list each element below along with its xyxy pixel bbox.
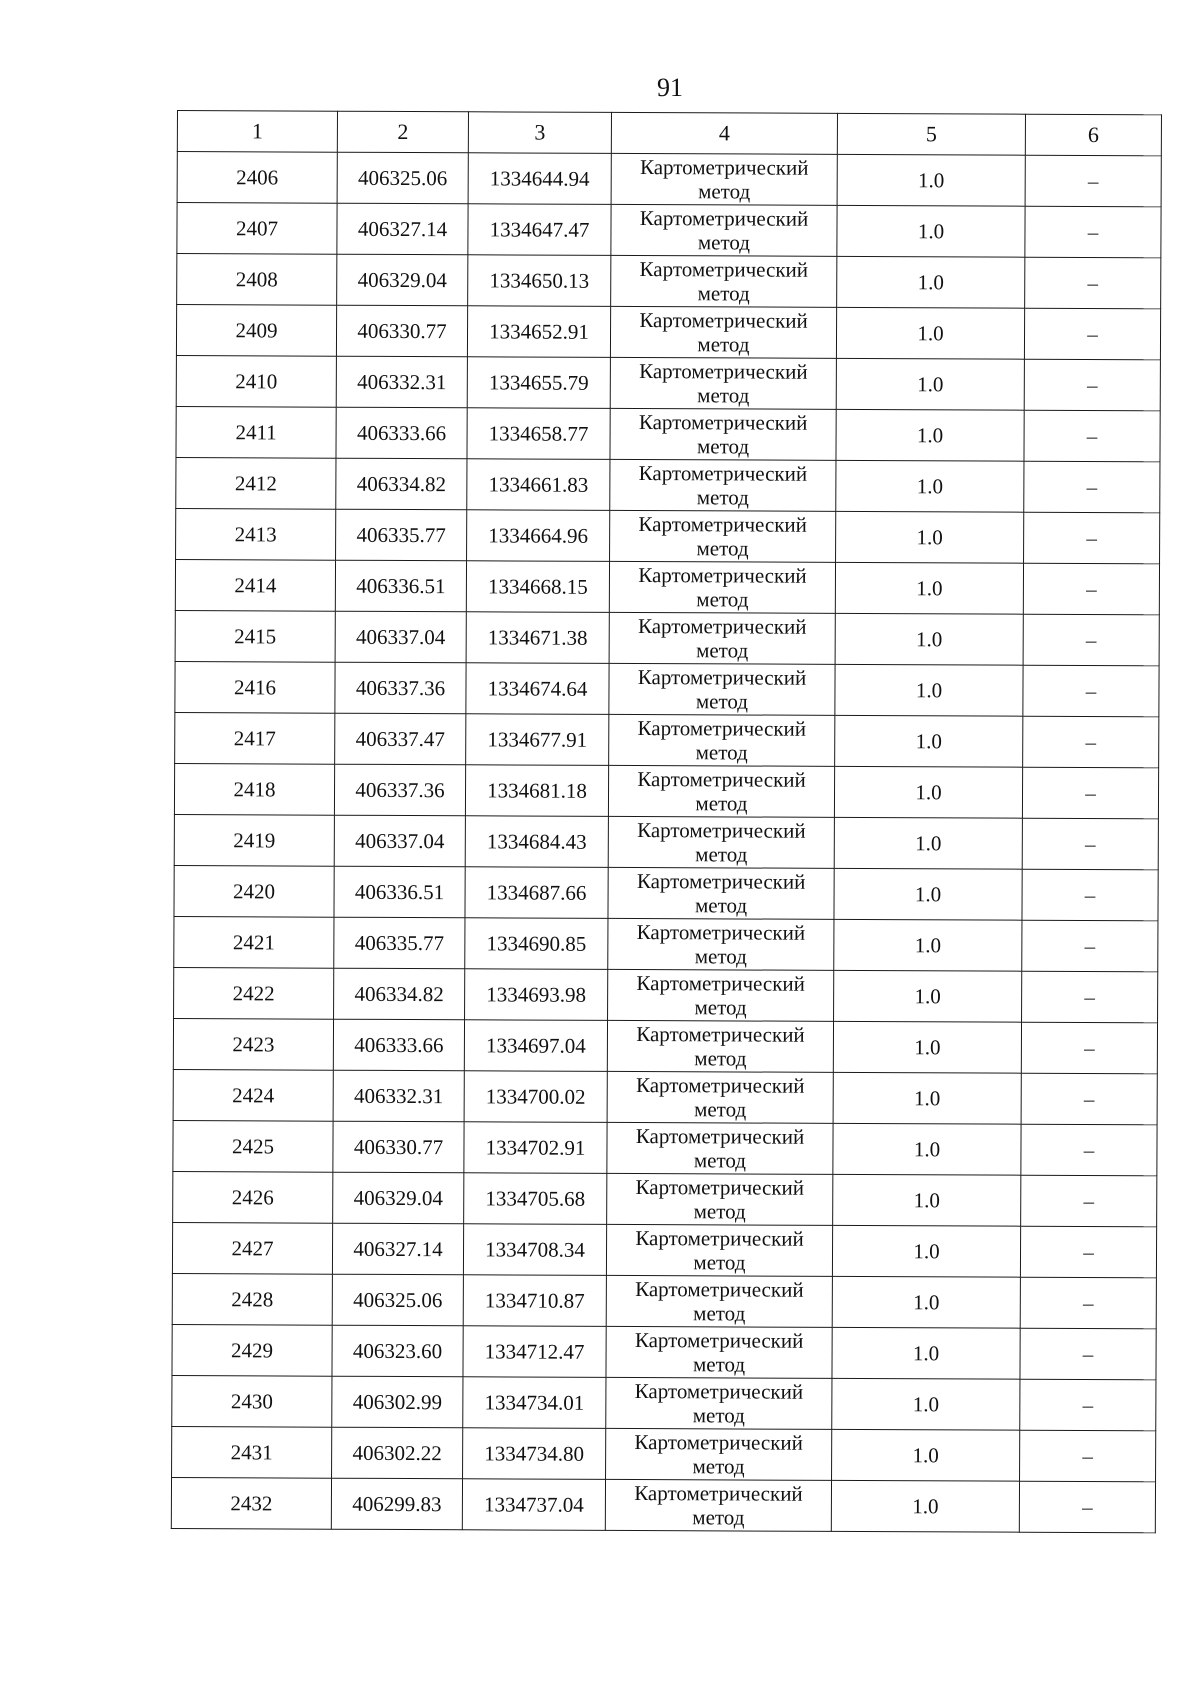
accuracy-cell: 1.0 [834,817,1022,869]
method-cell [608,969,834,1021]
coordinates-table [171,110,1162,1533]
method-line-1: Картометрический [639,155,809,180]
method-line-2: метод [693,1148,747,1173]
accuracy-cell: 1.0 [836,511,1024,563]
method-line-2: метод [696,485,749,510]
y-coordinate-cell: 1334712.47 [463,1326,606,1378]
table-row [173,1120,1157,1175]
table-row [173,1018,1157,1073]
method-line-2: метод [692,1505,745,1530]
accuracy-cell: 1.0 [837,256,1025,308]
point-number-cell: 2414 [175,559,335,611]
method-line-1: Картометрический [635,1073,805,1098]
table-row [177,254,1161,309]
note-cell: – [1023,614,1159,666]
method-line-2: метод [694,944,747,969]
method-line-2: метод [692,1403,745,1428]
note-cell: – [1019,1481,1155,1533]
x-coordinate-cell: 406327.14 [337,203,468,255]
note-cell: – [1020,1277,1156,1329]
note-cell: – [1021,1073,1157,1125]
y-coordinate-cell: 1334668.15 [466,561,609,613]
x-coordinate-cell: 406333.66 [333,1019,464,1071]
method-line-1: Картометрический [637,818,806,843]
accuracy-cell: 1.0 [832,1327,1020,1379]
method-cell [608,765,834,817]
note-cell: – [1025,257,1161,309]
point-number-cell: 2412 [176,457,336,509]
note-cell: – [1022,767,1158,819]
point-number-cell: 2432 [171,1477,331,1529]
accuracy-cell: 1.0 [832,1225,1020,1277]
method-cell [606,1326,832,1378]
note-cell: – [1023,665,1159,717]
point-number-cell: 2422 [174,967,334,1019]
y-coordinate-cell: 1334671.38 [466,612,609,664]
x-coordinate-cell: 406336.51 [334,866,465,918]
accuracy-cell: 1.0 [833,1123,1021,1175]
x-coordinate-cell: 406330.77 [333,1121,464,1173]
y-coordinate-cell: 1334684.43 [465,816,608,868]
accuracy-cell: 1.0 [837,205,1025,257]
y-coordinate-cell: 1334693.98 [465,969,608,1021]
method-line-2: метод [697,230,751,255]
header-col-2: 2 [337,111,468,153]
y-coordinate-cell: 1334655.79 [467,357,610,409]
method-line-2: метод [696,587,749,612]
method-line-2: метод [695,740,748,765]
method-line-2: метод [693,1301,746,1326]
x-coordinate-cell: 406335.77 [334,917,465,969]
method-line-1: Картометрический [639,206,809,231]
point-number-cell: 2429 [172,1324,332,1376]
table-row [172,1375,1156,1430]
y-coordinate-cell: 1334690.85 [465,918,608,970]
y-coordinate-cell: 1334734.80 [463,1428,606,1480]
method-line-2: метод [696,536,749,561]
point-number-cell: 2431 [172,1426,332,1478]
accuracy-cell: 1.0 [836,358,1024,410]
y-coordinate-cell: 1334737.04 [462,1479,605,1531]
point-number-cell: 2406 [177,152,337,204]
point-number-cell: 2419 [174,814,334,866]
point-number-cell: 2409 [176,305,336,357]
note-cell: – [1022,869,1158,921]
method-line-2: метод [695,689,749,714]
x-coordinate-cell: 406337.36 [334,764,465,816]
point-number-cell: 2418 [174,763,334,815]
x-coordinate-cell: 406330.77 [336,305,467,357]
method-cell [609,714,835,766]
method-line-1: Картометрический [634,1379,804,1404]
method-line-1: Картометрический [635,1277,804,1302]
method-cell [609,561,835,613]
method-line-2: метод [696,434,750,459]
x-coordinate-cell: 406332.31 [333,1070,464,1122]
note-cell: – [1025,155,1161,207]
note-cell: – [1025,206,1161,258]
note-cell: – [1024,461,1160,513]
method-cell [609,612,835,664]
table-row [174,814,1158,869]
method-line-2: метод [696,638,749,663]
table-row [171,1477,1155,1532]
note-cell: – [1020,1328,1156,1380]
header-col-3: 3 [468,112,611,154]
point-number-cell: 2425 [173,1120,333,1172]
note-cell: – [1021,1124,1157,1176]
method-cell [610,510,836,562]
method-cell [609,663,835,715]
x-coordinate-cell: 406337.47 [335,713,466,765]
method-cell [608,816,834,868]
point-number-cell: 2427 [172,1222,332,1274]
method-line-1: Картометрический [639,359,808,384]
point-number-cell: 2413 [176,508,336,560]
method-cell [607,1071,833,1123]
method-line-1: Картометрический [639,257,809,282]
table-row [176,508,1160,563]
x-coordinate-cell: 406325.06 [332,1274,463,1326]
note-cell: – [1024,308,1160,360]
x-coordinate-cell: 406327.14 [332,1223,463,1275]
table-row [176,457,1160,512]
table-row [174,763,1158,818]
method-cell [611,153,837,205]
x-coordinate-cell: 406337.04 [335,611,466,663]
x-coordinate-cell: 406302.99 [332,1376,463,1428]
method-line-1: Картометрический [634,1430,803,1455]
x-coordinate-cell: 406337.36 [335,662,466,714]
header-col-6: 6 [1025,114,1161,156]
method-line-2: метод [692,1454,745,1479]
y-coordinate-cell: 1334647.47 [468,204,611,256]
table-header-row [177,111,1161,156]
table-row [176,355,1160,410]
method-line-2: метод [692,1352,746,1377]
accuracy-cell: 1.0 [834,919,1022,971]
note-cell: – [1024,512,1160,564]
method-line-1: Картометрический [637,767,806,792]
accuracy-cell: 1.0 [837,154,1025,206]
note-cell: – [1021,1022,1157,1074]
method-line-2: метод [698,179,751,204]
point-number-cell: 2407 [177,203,337,255]
y-coordinate-cell: 1334658.77 [467,408,610,460]
accuracy-cell: 1.0 [835,613,1023,665]
x-coordinate-cell: 406302.22 [332,1427,463,1479]
method-cell [605,1479,831,1531]
method-line-2: метод [697,281,750,306]
note-cell: – [1024,410,1160,462]
table-row [172,1426,1156,1481]
x-coordinate-cell: 406323.60 [332,1325,463,1377]
table-row [174,967,1158,1022]
y-coordinate-cell: 1334652.91 [467,306,610,358]
x-coordinate-cell: 406335.77 [336,509,467,561]
method-line-1: Картометрический [637,665,807,690]
point-number-cell: 2416 [175,661,335,713]
point-number-cell: 2408 [177,254,337,306]
note-cell: – [1022,818,1158,870]
x-coordinate-cell: 406299.83 [331,1478,462,1530]
x-coordinate-cell: 406334.82 [336,458,467,510]
method-line-1: Картометрический [635,1226,804,1251]
table-row [172,1324,1156,1379]
y-coordinate-cell: 1334705.68 [464,1173,607,1225]
y-coordinate-cell: 1334697.04 [464,1020,607,1072]
method-line-2: метод [694,893,748,918]
method-cell [607,1173,833,1225]
point-number-cell: 2421 [174,916,334,968]
point-number-cell: 2420 [174,865,334,917]
accuracy-cell: 1.0 [833,1174,1021,1226]
note-cell: – [1020,1226,1156,1278]
method-cell [606,1224,832,1276]
method-cell [606,1377,832,1429]
accuracy-cell: 1.0 [834,970,1022,1022]
method-line-2: метод [695,842,748,867]
note-cell: – [1023,563,1159,615]
accuracy-cell: 1.0 [832,1429,1020,1481]
accuracy-cell: 1.0 [836,409,1024,461]
note-cell: – [1020,1379,1156,1431]
y-coordinate-cell: 1334661.83 [467,459,610,511]
point-number-cell: 2411 [176,406,336,458]
table-row [175,559,1159,614]
y-coordinate-cell: 1334681.18 [465,765,608,817]
accuracy-cell: 1.0 [836,460,1024,512]
method-line-1: Картометрический [637,614,807,639]
table-row [174,916,1158,971]
y-coordinate-cell: 1334677.91 [466,714,609,766]
header-col-4: 4 [611,112,837,154]
method-line-1: Картометрический [636,1022,805,1047]
y-coordinate-cell: 1334710.87 [463,1275,606,1327]
method-line-2: метод [697,383,750,408]
y-coordinate-cell: 1334734.01 [463,1377,606,1429]
y-coordinate-cell: 1334664.96 [467,510,610,562]
table-row [175,610,1159,665]
method-line-2: метод [697,332,750,357]
accuracy-cell: 1.0 [835,715,1023,767]
method-cell [607,1020,833,1072]
table-row [176,305,1160,360]
accuracy-cell: 1.0 [833,1072,1021,1124]
point-number-cell: 2424 [173,1069,333,1121]
header-col-5: 5 [837,113,1025,155]
note-cell: – [1024,359,1160,411]
x-coordinate-cell: 406333.66 [336,407,467,459]
table-row [175,661,1159,716]
point-number-cell: 2415 [175,610,335,662]
x-coordinate-cell: 406325.06 [337,152,468,204]
table-row [173,1069,1157,1124]
method-line-1: Картометрический [636,971,805,996]
page-number: 91 [657,73,683,102]
accuracy-cell: 1.0 [835,664,1023,716]
method-cell [611,255,837,307]
table-body [171,152,1161,1533]
table-row [177,152,1161,207]
point-number-cell: 2426 [173,1171,333,1223]
y-coordinate-cell: 1334687.66 [465,867,608,919]
header-col-1: 1 [177,111,337,153]
note-cell: – [1022,971,1158,1023]
method-line-2: метод [694,1046,747,1071]
method-cell [610,408,836,460]
method-cell [606,1428,832,1480]
method-line-1: Картометрический [636,869,806,894]
method-line-2: метод [694,995,747,1020]
method-line-1: Картометрический [638,563,807,588]
x-coordinate-cell: 406329.04 [337,254,468,306]
accuracy-cell: 1.0 [832,1276,1020,1328]
y-coordinate-cell: 1334700.02 [464,1071,607,1123]
note-cell: – [1021,1175,1157,1227]
method-cell [611,204,837,256]
method-line-1: Картометрический [638,461,808,486]
method-cell [610,306,836,358]
note-cell: – [1023,716,1159,768]
method-line-1: Картометрический [634,1328,804,1353]
x-coordinate-cell: 406329.04 [333,1172,464,1224]
method-line-2: метод [693,1199,746,1224]
accuracy-cell: 1.0 [835,562,1023,614]
y-coordinate-cell: 1334702.91 [464,1122,607,1174]
point-number-cell: 2410 [176,355,336,407]
table-row [173,1171,1157,1226]
method-cell [607,1122,833,1174]
accuracy-cell: 1.0 [833,1021,1021,1073]
method-line-1: Картометрический [634,1481,803,1506]
point-number-cell: 2417 [175,712,335,764]
method-cell [608,918,834,970]
method-line-1: Картометрический [635,1175,805,1200]
method-line-2: метод [693,1250,746,1275]
method-line-1: Картометрический [638,410,808,435]
method-line-1: Картометрический [638,512,807,537]
y-coordinate-cell: 1334650.13 [468,255,611,307]
method-cell [610,459,836,511]
accuracy-cell: 1.0 [834,868,1022,920]
table-row [175,712,1159,767]
table-row [174,865,1158,920]
method-line-1: Картометрический [637,716,807,741]
x-coordinate-cell: 406334.82 [334,968,465,1020]
method-cell [608,867,834,919]
y-coordinate-cell: 1334674.64 [466,663,609,715]
x-coordinate-cell: 406336.51 [335,560,466,612]
method-cell [610,357,836,409]
point-number-cell: 2430 [172,1375,332,1427]
table-row [177,203,1161,258]
method-line-1: Картометрический [635,1124,805,1149]
note-cell: – [1020,1430,1156,1482]
y-coordinate-cell: 1334644.94 [468,153,611,205]
method-line-2: метод [694,1097,747,1122]
accuracy-cell: 1.0 [832,1378,1020,1430]
method-line-1: Картометрический [639,308,808,333]
x-coordinate-cell: 406332.31 [336,356,467,408]
method-line-1: Картометрический [636,920,806,945]
table-row [172,1222,1156,1277]
accuracy-cell: 1.0 [834,766,1022,818]
x-coordinate-cell: 406337.04 [334,815,465,867]
table-row [172,1273,1156,1328]
method-line-2: метод [695,791,748,816]
table-row [176,406,1160,461]
note-cell: – [1022,920,1158,972]
method-cell [606,1275,832,1327]
accuracy-cell: 1.0 [836,307,1024,359]
y-coordinate-cell: 1334708.34 [463,1224,606,1276]
point-number-cell: 2428 [172,1273,332,1325]
accuracy-cell: 1.0 [831,1480,1019,1532]
point-number-cell: 2423 [173,1018,333,1070]
